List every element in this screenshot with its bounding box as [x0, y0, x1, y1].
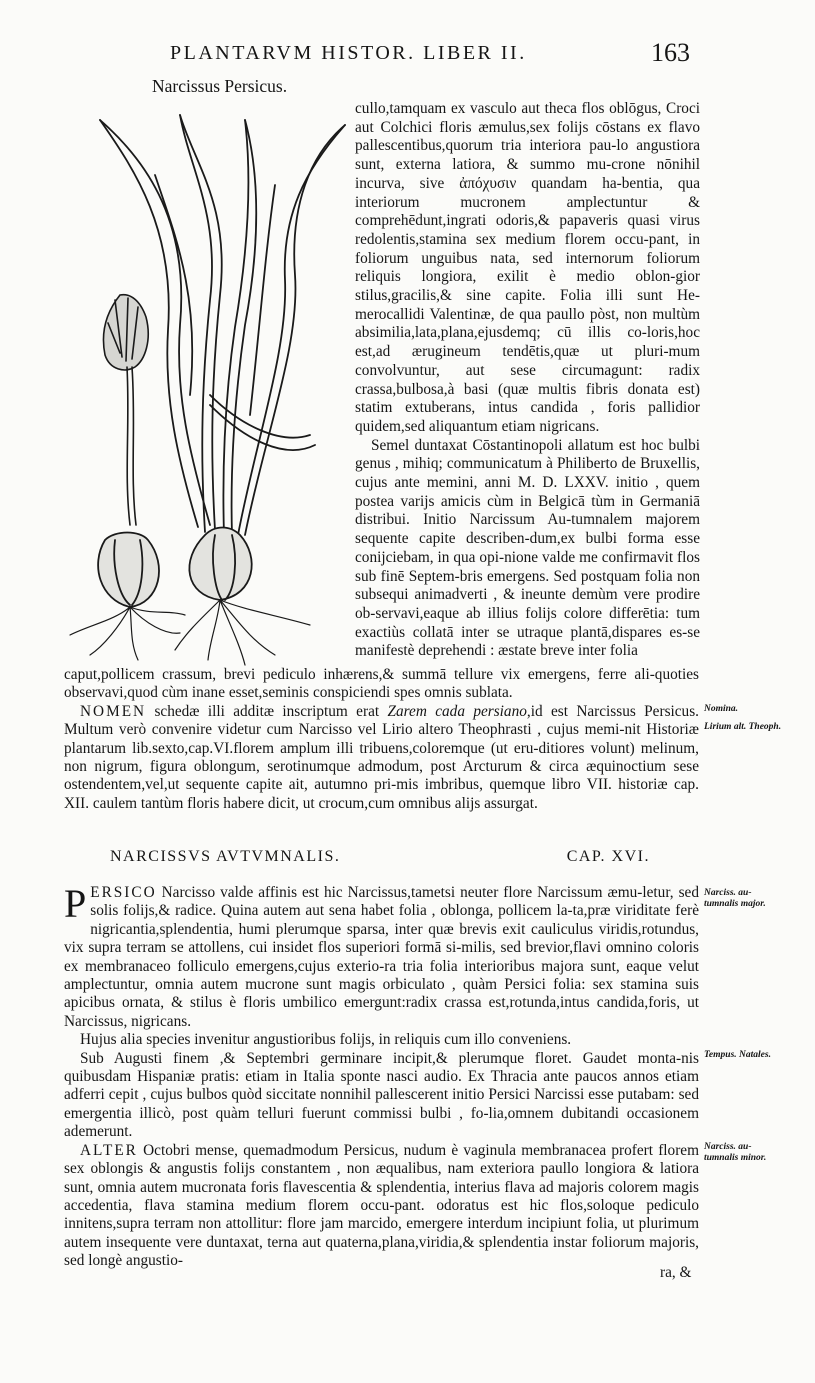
- section-heading: [110, 848, 650, 872]
- running-head: PLANTARVM HISTOR. LIBER II.: [170, 42, 527, 64]
- page-number: 163: [651, 38, 690, 67]
- nomen-text-a: schedæ illi additæ inscriptum erat: [146, 702, 388, 720]
- full-paragraph-1: caput,pollicem crassum, brevi pediculo inhærens,& summā tellure vix emergens, ferre ali-quoties observavi,quod cùm inane esset,seminis conspiciendi spes omnis sublata.: [64, 666, 699, 702]
- margin-note-autumnalis-major: Narciss. au-tumnalis major.: [704, 888, 766, 909]
- margin-note-tempus: Tempus. Natales.: [704, 1050, 771, 1060]
- column-text: [355, 100, 700, 661]
- catchword: ra, &: [660, 1264, 692, 1281]
- section-title: NARCISSVS AVTVMNALIS.: [110, 848, 341, 865]
- margin-note-lirium: Lirium alt. Theoph.: [704, 722, 782, 732]
- full-width-text-2: [64, 881, 699, 1271]
- full2-paragraph-4-text: Octobri mense, quemadmodum Persicus, nudum è vaginula membranacea profert florem sex oblongis & angustis folijs constantem , non æqualibus, nam exteriora paullo longiora & latiora sunt, omnia autem mucronata foris flavescentia & splendentia, interius flava ad majoris colorem magis accedentia, flava stamina medium florem occu-pant. odoratus est hic flos,soloque pediculo innitens,supra terram non attollitur: flore jam marcido, emergere interdum incipiunt folia, ut plurimum autem insequente vere duntaxat, terna aut quaterna,plana,viridia,& splendentia instar foliorum majoris, sed longè angustio-: [64, 1141, 699, 1270]
- full2-paragraph-4: [64, 1142, 699, 1271]
- column-paragraph-1: cullo,tamquam ex vasculo aut theca flos oblōgus, Croci aut Colchici floris æmulus,sex folijs cōstans ex flavo pallescentibus,quorum tria interiora pau-lo angustiora sunt, externa latiora, & summo mu-crone nōnihil incurva, sive ἀπόχυσιν quandam ha-bentia, qua interiorum mucronem amplectuntur & comprehēdunt,ingrati odoris,& papaveris quasi virus redolentis,stamina sex medium florem occu-pant, in foliorum unguibus nata, sed internorum foliorum reliquis longiora, exilit è medio oblon-gior stilus,gracilis,& sine capite. Folia illi sunt He-merocallidi Valentinæ, de qua paullo pòst, non multùm absimilia,lata,plana,ejusdemq; cū illis co-loris,hoc est,ad ærugineum tendētis,quæ ut pluri-mum convolvuntur, aut sese circumagunt: radix crassa,bulbosa,à basi (quæ multis fibris donata est) statim extuberans, intus candida , foris pallidior quidem,sed aliquantum etiam nigricans.: [355, 100, 700, 435]
- narcissus-woodcut-illustration: [60, 95, 360, 670]
- page-header: [170, 38, 690, 78]
- full2-paragraph-3: Sub Augusti finem ,& Septembri germinare incipit,& plerumque floret. Gaudet monta-nis quibusdam Hispaniæ pratis: etiam in Italia sponte nasci audio. Ex Thracia ante paucos annos etiam adferri cepit , cujus bulbos quòd siccitate nonnihil pallescerent initio Persici Narcissi esse putabam: sed emergentia illicò, post quàm telluri fuerunt commissi bulbi , fo-lia,omnem dubitandi occasionem ademerunt.: [64, 1049, 699, 1141]
- alter-lead: ALTER: [80, 1141, 138, 1159]
- persico-lead: ERSICO: [90, 884, 157, 901]
- chapter-number: CAP. XVI.: [566, 848, 650, 865]
- figure-title: Narcissus Persicus.: [152, 76, 288, 96]
- bulbs: [98, 528, 252, 608]
- full2-paragraph-1: [64, 881, 699, 1031]
- nomen-lead: NOMEN: [80, 702, 147, 720]
- nomen-text-b: ,id est Narcissus Persicus. Multum verò convenire videtur cum Narcisso vel Lirio altero Theophrasti , cujus memi-nit Historiæ plantarum lib.sexto,cap.VI.florem amplum illi tribuens,coloremque (ut eru-ditiores volunt) melinum, non nigrum, figura oblongum, serotinumque admodum, post Arcturum & circa æquinoctium sese ostendentem,vel,ut sequente capite ait, autumno pri-mis imbribus, quemque libro VII. historiæ cap. XII. caulem tantùm floris habere dicit, ut crocum,cum omnibus alijs assurgat.: [64, 702, 699, 812]
- full-width-text-1: [64, 666, 699, 813]
- nomen-paragraph: [64, 703, 699, 813]
- roots: [70, 600, 310, 665]
- full2-paragraph-2: Hujus alia species invenitur angustioribus folijs, in reliquis cum illo conveniens.: [80, 1031, 572, 1049]
- margin-note-nomina: Nomina.: [704, 704, 739, 714]
- column-paragraph-2: Semel duntaxat Cōstantinopoli allatum est hoc bulbi genus , mihiq; communicatum à Philiberto de Bruxellis, cujus ante memini, anni M. D. LXXV. initio , quem postea varijs amicis cùm in Belgicā tùm in Germaniā distribui. Initio Narcissum Au-tumnalem majorem sequente capite describen-dum,ex bulbi forma esse conijciebam, in qua opi-nione valde me confirmavit flos sub finē Septem-bris emergens. Sed postquam folia non subsequi animadverti , & ineunte demùm vere prodire ob-servavi,eaque ab illius folijs colore differētia: tum exactiùs collatā inter se utraque plantā,dispares es-se manifestè deprehendi : æstate breve inter folia: [355, 436, 700, 660]
- flower-plant: [103, 295, 148, 525]
- nomen-italic-name: Zarem cada persiano: [387, 702, 527, 720]
- drop-capital: P: [64, 881, 87, 926]
- full2-paragraph-1-text: Narcisso valde affinis est hic Narcissus,tametsi neuter flore Narcissum æmu-letur, sed solis folijs,& radice. Quina autem aut sena habet folia , oblonga, pollicem la-ta,præ viriditate ferè nigricantia,splendentia, humi plerumque sparsa, inter quæ brevis exit cauliculus viridis,rotundus, vix supra terram se attollens, cui insidet flos superiori formā si-milis, sed brevior,flavi omnino coloris ex membranaceo folliculo emergens,cujus exterio-ra tria folia interioribus majora sunt, eaque velut amplectuntur, omnia autem mucrone sunt magis orbiculato , quàm Persici folia: sex stamina suis apicibus ornata, & stilus è floris umbilico emergunt:radix crassa est,rotunda,intus candida,foris, ut Narcissus, nigricans.: [64, 884, 699, 1030]
- margin-note-autumnalis-minor: Narciss. au-tumnalis minor.: [704, 1142, 767, 1163]
